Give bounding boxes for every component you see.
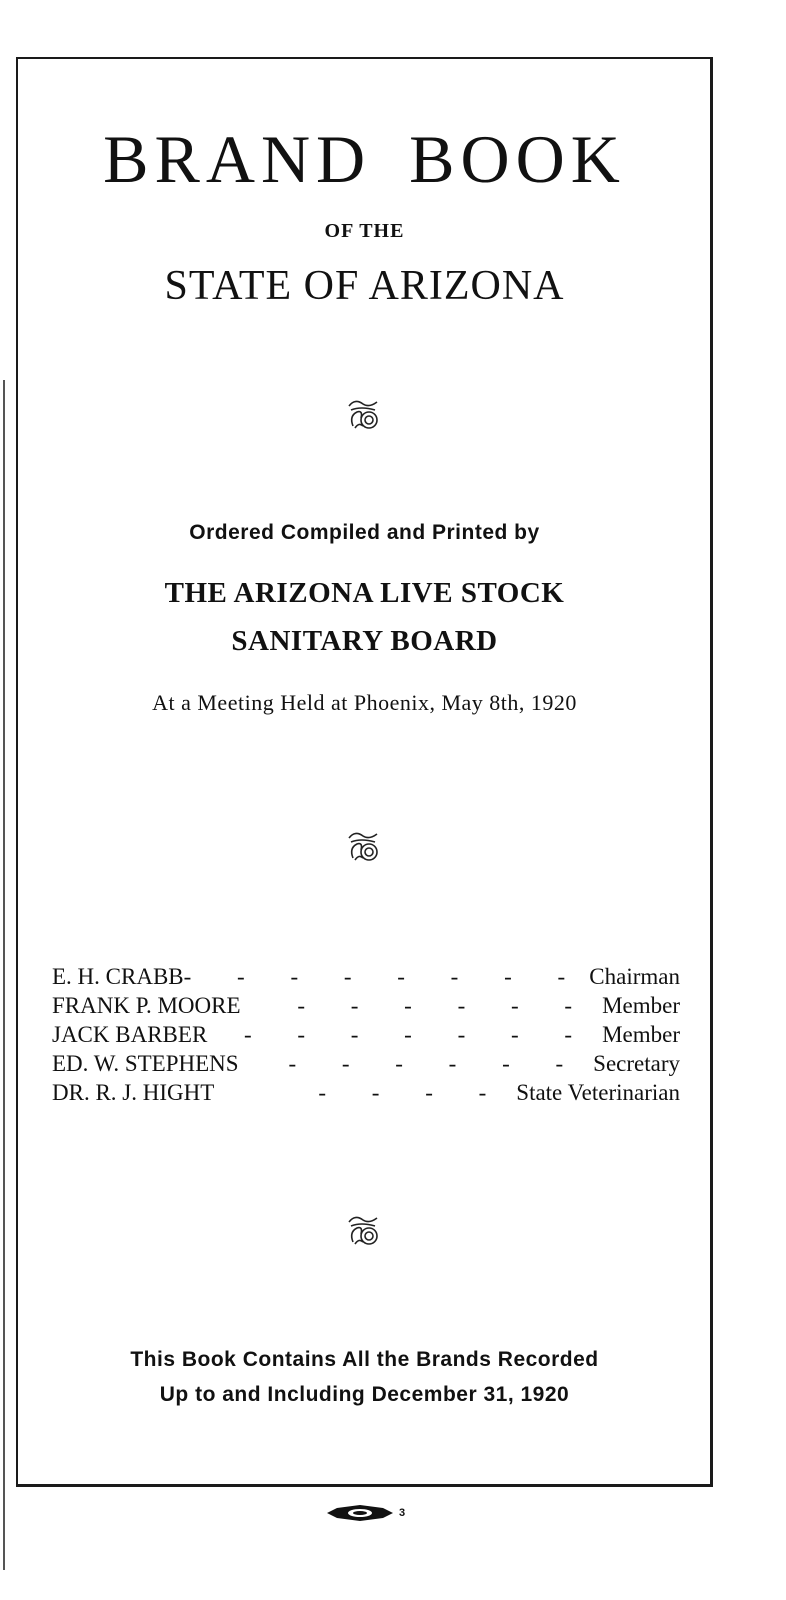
member-row [52,1022,680,1051]
member-role: Member [602,993,680,1018]
member-row [52,1080,680,1109]
member-role: Secretary [593,1051,680,1076]
member-role: Chairman [589,964,680,989]
page-edge-shadow [3,380,5,1570]
page-number: 3 [399,1507,406,1519]
member-leader: - - - - [318,1080,507,1105]
member-leader: - - - - - - [288,1051,584,1076]
subtitle-state: STATE OF ARIZONA [164,263,565,309]
member-name: DR. R. J. HIGHT [52,1080,215,1105]
footer-line2: Up to and Including December 31, 1920 [159,1383,570,1406]
member-role: Member [602,1022,680,1047]
flourish-ornament-icon [345,828,385,864]
member-row [52,1051,680,1080]
member-name: JACK BARBER [52,1022,208,1047]
lozenge-ornament-icon [325,1504,395,1522]
member-leader: - - - - - - - [243,1022,593,1047]
member-leader: - - - - - - - - [183,964,586,989]
subtitle-of-the: OF THE [324,220,405,242]
member-role: State Veterinarian [516,1080,680,1105]
member-leader: - - - - - - [297,993,593,1018]
page-title [16,120,713,199]
member-name: ED. W. STEPHENS [52,1051,239,1076]
board-name-line1: THE ARIZONA LIVE STOCK [164,577,565,609]
member-row [52,964,680,993]
title-word-brand: BRAND [103,121,372,197]
title-word-book: BOOK [409,121,626,197]
flourish-ornament-icon [345,1212,385,1248]
meeting-line: At a Meeting Held at Phoenix, May 8th, 1920 [152,690,577,715]
footer-line1: This Book Contains All the Brands Recorded [130,1348,599,1371]
board-name-line2: SANITARY BOARD [231,625,498,657]
member-name: E. H. CRABB [52,964,184,989]
member-name: FRANK P. MOORE [52,993,241,1018]
page-number-mark [325,1504,405,1522]
board-members-list [52,964,680,1109]
ordered-line: Ordered Compiled and Printed by [189,521,540,544]
member-row [52,993,680,1022]
flourish-ornament-icon [345,396,385,432]
